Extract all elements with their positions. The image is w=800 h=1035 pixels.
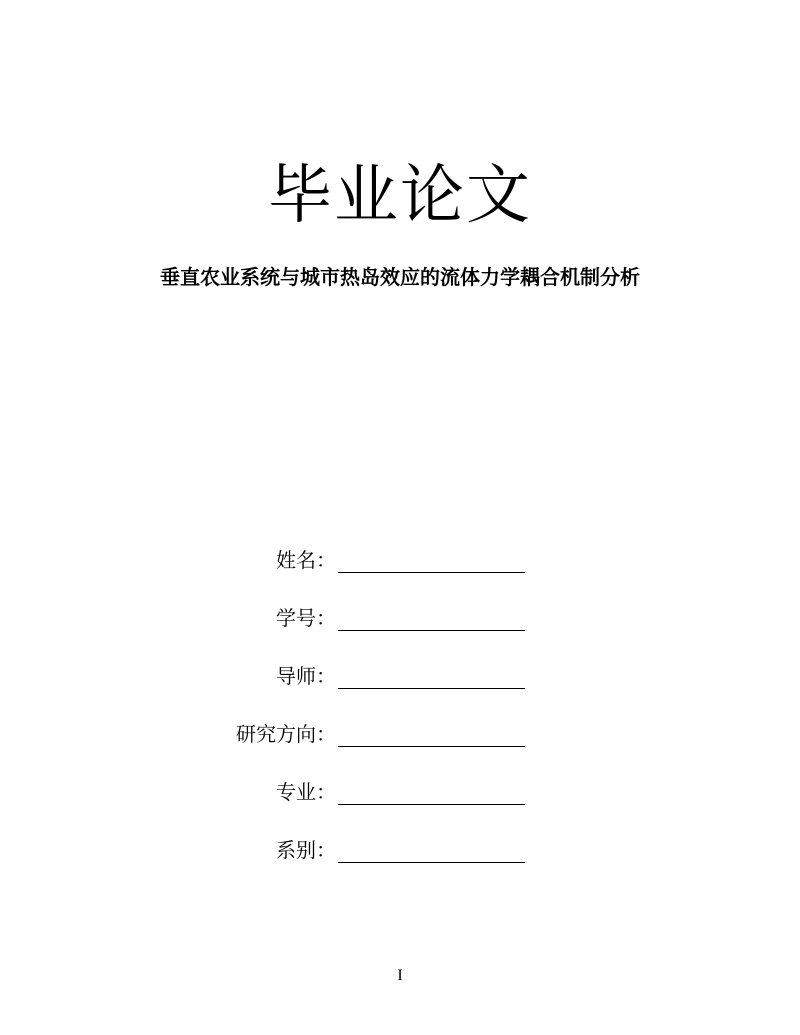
info-fields	[0, 542, 800, 890]
field-row-name	[0, 542, 800, 600]
department-blank-line	[338, 862, 525, 863]
research-direction-blank-line	[338, 746, 525, 747]
field-label-department: 系别：	[276, 838, 336, 862]
name-blank-line	[338, 572, 525, 573]
field-label-name: 姓名：	[276, 548, 336, 572]
field-row-department	[0, 832, 800, 890]
thesis-subtitle: 垂直农业系统与城市热岛效应的流体力学耦合机制分析	[160, 265, 640, 289]
advisor-blank-line	[338, 688, 525, 689]
major-blank-line	[338, 804, 525, 805]
page-title: 毕业论文	[268, 159, 532, 233]
field-label-advisor: 导师：	[276, 664, 336, 688]
field-label-major: 专业：	[276, 780, 336, 804]
field-row-advisor	[0, 658, 800, 716]
field-row-major	[0, 774, 800, 832]
field-label-student-id: 学号：	[276, 606, 336, 630]
student-id-blank-line	[338, 630, 525, 631]
field-row-student-id	[0, 600, 800, 658]
field-label-research-direction: 研究方向：	[236, 722, 336, 746]
field-row-research-direction	[0, 716, 800, 774]
page-number: I	[397, 967, 403, 984]
